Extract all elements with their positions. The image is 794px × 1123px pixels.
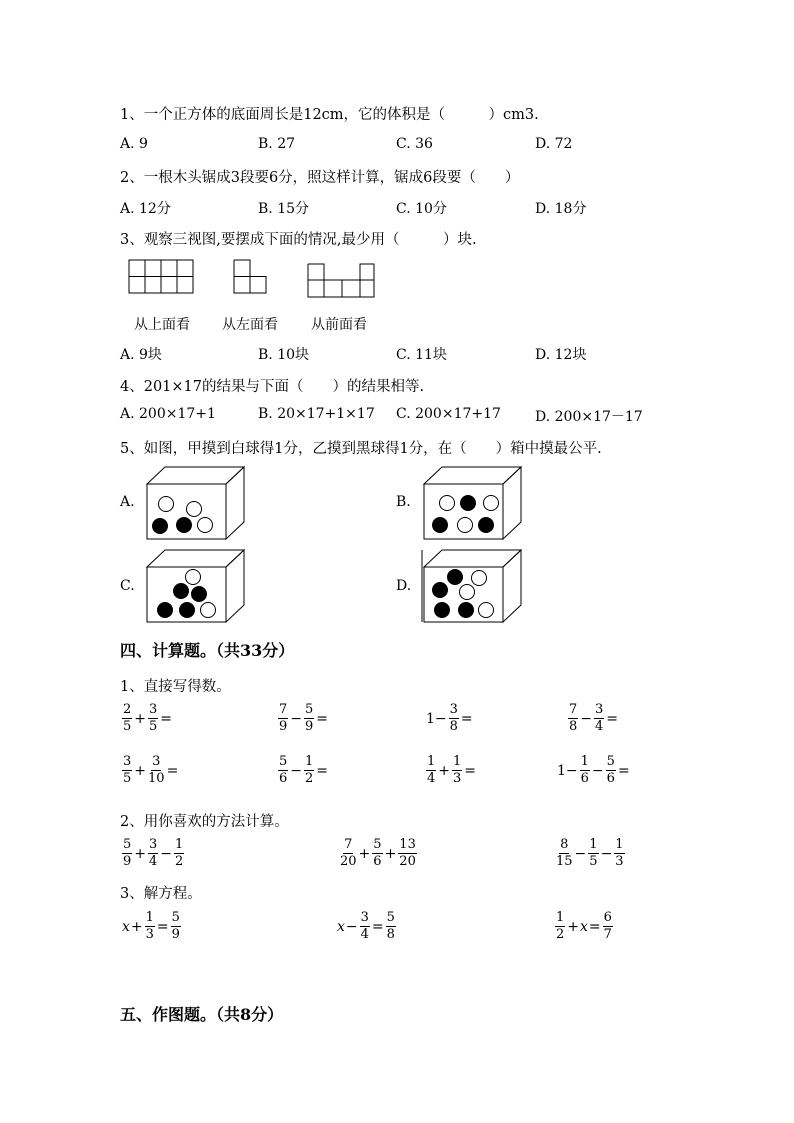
q2-option-c: C. 10分 xyxy=(396,201,447,217)
direct-calc-3: 1− $\frac{3}{8}$ = xyxy=(426,702,473,734)
direct-calc-6: $\frac{5}{6}$ − $\frac{1}{2}$ = xyxy=(279,754,329,786)
direct-calc-5: $\frac{3}{5}$ + $\frac{3}{10}$ = xyxy=(123,754,179,786)
method-calc-2: $\frac{7}{20}$ + $\frac{5}{6}$ + $\frac{13}{20}$ xyxy=(340,837,416,869)
q3-option-d: D. 12块 xyxy=(535,347,587,363)
q3-option-b: B. 10块 xyxy=(258,347,310,363)
q3-option-a: A. 9块 xyxy=(120,347,162,363)
q4-option-a: A. 200×17+1 xyxy=(120,406,216,422)
q1-option-a: A. 9 xyxy=(120,136,148,152)
question-3-text: 3、观察三视图,要摆成下面的情况,最少用（ ）块. xyxy=(120,232,477,248)
q1-option-d: D. 72 xyxy=(535,136,573,152)
sub1-title: 1、直接写得数。 xyxy=(120,679,231,695)
ball-box-b xyxy=(423,466,523,541)
q2-option-b: B. 15分 xyxy=(258,201,310,217)
equation-1: x + $\frac{1}{3}$ = $\frac{5}{9}$ xyxy=(122,910,180,942)
view-label-left: 从左面看 xyxy=(222,317,278,333)
view-label-top: 从上面看 xyxy=(134,317,190,333)
q2-option-a: A. 12分 xyxy=(120,201,171,217)
section-4-title: 四、计算题。（共33分） xyxy=(120,641,295,660)
direct-calc-8: 1− $\frac{1}{6}$ − $\frac{5}{6}$ = xyxy=(557,754,630,786)
ball-box-a xyxy=(146,466,246,541)
method-calc-3: $\frac{8}{15}$ − $\frac{1}{5}$ − $\frac{1}{3}$ xyxy=(556,837,624,869)
q1-option-c: C. 36 xyxy=(396,136,433,152)
top-view-figure xyxy=(128,259,196,295)
q1-option-b: B. 27 xyxy=(258,136,296,152)
ball-box-c xyxy=(146,549,246,624)
box-label-d: D. xyxy=(396,578,412,594)
q4-option-b: B. 20×17+1×17 xyxy=(258,406,375,422)
section-5-title: 五、作图题。（共8分） xyxy=(120,1005,284,1024)
direct-calc-1: $\frac{2}{5}$ + $\frac{3}{5}$ = xyxy=(123,702,173,734)
box-label-b: B. xyxy=(396,494,411,510)
box-label-a: A. xyxy=(120,494,135,510)
question-1-text: 1、一个正方体的底面周长是12cm，它的体积是（ ）cm3. xyxy=(120,107,539,123)
direct-calc-7: $\frac{1}{4}$ + $\frac{1}{3}$ = xyxy=(427,754,477,786)
left-view-figure xyxy=(233,259,269,295)
equation-3: $\frac{1}{2}$ + x = $\frac{6}{7}$ xyxy=(556,910,612,942)
equation-2: x − $\frac{3}{4}$ = $\frac{5}{8}$ xyxy=(337,910,395,942)
q4-option-d: D. 200×17－17 xyxy=(535,409,643,425)
box-label-c: C. xyxy=(120,578,135,594)
ball-box-d xyxy=(421,549,523,624)
method-calc-1: $\frac{5}{9}$ + $\frac{3}{4}$ − $\frac{1}{2}$ xyxy=(123,837,184,869)
sub3-title: 3、解方程。 xyxy=(120,886,202,902)
question-5-text: 5、如图，甲摸到白球得1分，乙摸到黑球得1分，在（ ）箱中摸最公平. xyxy=(120,441,602,457)
sub2-title: 2、用你喜欢的方法计算。 xyxy=(120,814,289,830)
direct-calc-2: $\frac{7}{9}$ − $\frac{5}{9}$ = xyxy=(279,702,329,734)
question-4-text: 4、201×17的结果与下面（ ）的结果相等. xyxy=(120,379,425,395)
front-view-figure xyxy=(307,263,377,298)
question-2-text: 2、一根木头锯成3段要6分，照这样计算，锯成6段要（ ） xyxy=(120,170,520,186)
view-label-front: 从前面看 xyxy=(311,317,367,333)
direct-calc-4: $\frac{7}{8}$ − $\frac{3}{4}$ = xyxy=(569,702,619,734)
q4-option-c: C. 200×17+17 xyxy=(396,406,501,422)
q3-option-c: C. 11块 xyxy=(396,347,447,363)
q2-option-d: D. 18分 xyxy=(535,201,587,217)
